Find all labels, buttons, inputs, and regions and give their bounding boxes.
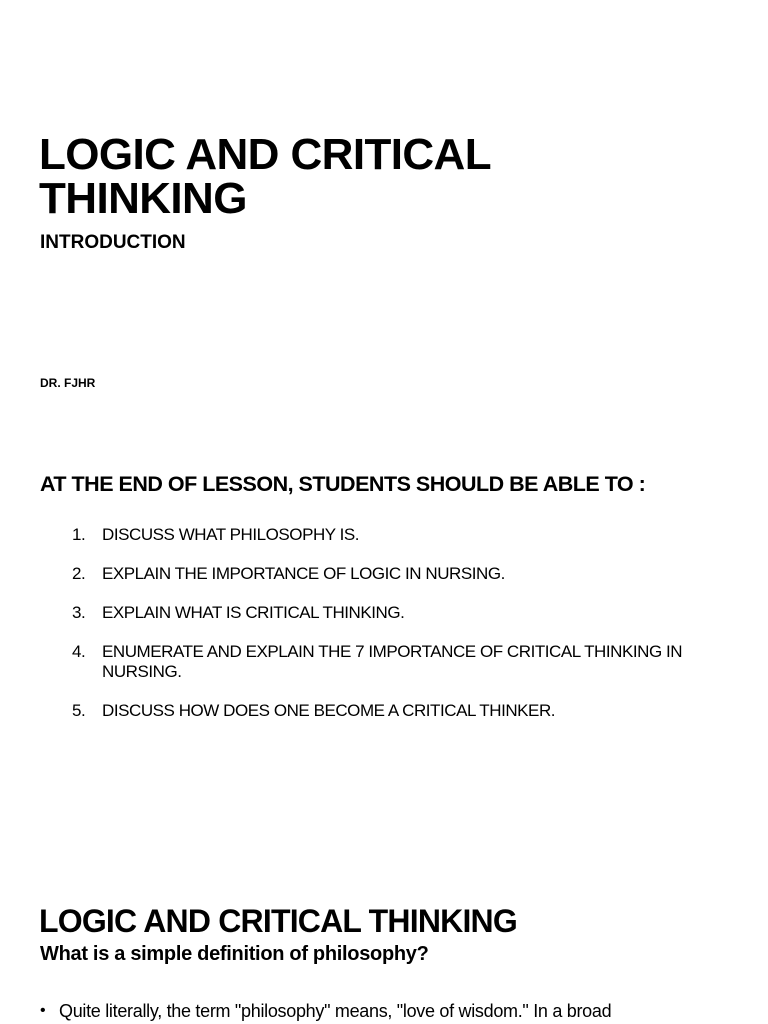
objective-text: EXPLAIN WHAT IS CRITICAL THINKING. xyxy=(102,603,405,622)
objective-number: 4. xyxy=(72,642,86,661)
presentation-subtitle: INTRODUCTION xyxy=(40,232,186,253)
bullet-text: Quite literally, the term "philosophy" means, "love of wisdom." In a broad xyxy=(59,1001,612,1021)
objective-text: DISCUSS HOW DOES ONE BECOME A CRITICAL THINKER. xyxy=(102,701,556,720)
objective-text: ENUMERATE AND EXPLAIN THE 7 IMPORTANCE OF CRITICAL THINKING IN NURSING. xyxy=(102,642,683,681)
objectives-heading: AT THE END OF LESSON, STUDENTS SHOULD BE ABLE TO : xyxy=(40,472,646,496)
title-slide xyxy=(0,0,768,430)
presentation-title: LOGIC AND CRITICAL THINKING xyxy=(39,130,491,223)
objective-number: 5. xyxy=(72,701,86,720)
objective-number: 2. xyxy=(72,564,86,583)
objective-number: 1. xyxy=(72,525,86,544)
objective-item xyxy=(72,564,712,584)
section-title: LOGIC AND CRITICAL THINKING xyxy=(39,903,517,939)
objectives-slide xyxy=(0,440,768,860)
bullet-item xyxy=(40,1000,740,1022)
author-name: DR. FJHR xyxy=(40,376,96,390)
objective-number: 3. xyxy=(72,603,86,622)
bullet-icon: • xyxy=(40,1002,46,1019)
objective-item xyxy=(72,525,712,545)
definition-slide xyxy=(0,880,768,1024)
objective-item xyxy=(72,701,712,721)
section-question: What is a simple definition of philosophy? xyxy=(40,943,429,965)
objectives-list xyxy=(72,525,712,740)
objective-text: EXPLAIN THE IMPORTANCE OF LOGIC IN NURSING. xyxy=(102,564,505,583)
bullet-list xyxy=(40,1000,740,1022)
objective-item xyxy=(72,642,712,682)
objective-item xyxy=(72,603,712,623)
objective-text: DISCUSS WHAT PHILOSOPHY IS. xyxy=(102,525,360,544)
